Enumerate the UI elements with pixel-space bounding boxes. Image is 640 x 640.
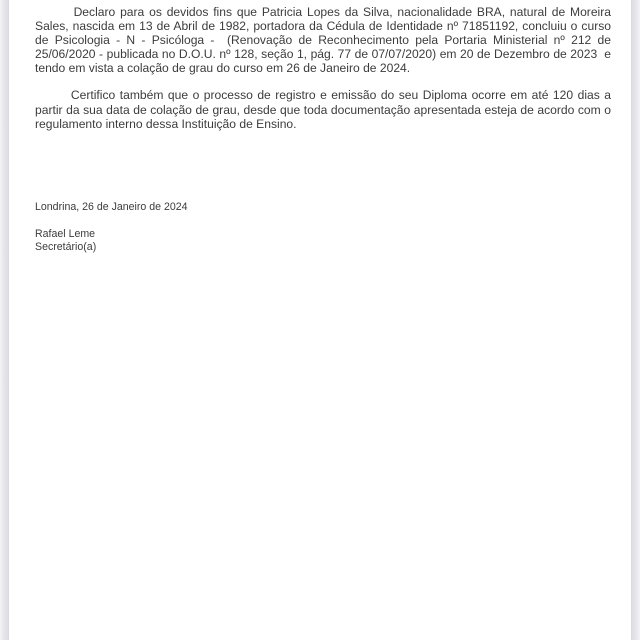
document-text-body	[35, 0, 615, 131]
page-gutter-left	[0, 0, 8, 640]
declaration-paragraph: Declaro para os devidos fins que Patricia Lopes da Silva, nacionalidade BRA, natural de Moreira Sales, nascida em 13 de Abril de 1982, portadora da Cédula de Identidade nº 71851192, concluiu o curso de Psicologia - N - Psicóloga - (Renovação de Reconhecimento pela Portaria Ministerial nº 212 de 25/06/2020 - publicada no D.O.U. nº 128, seção 1, pág. 77 de 07/07/2020) em 20 de Dezembro de 2023 e tendo em vista a colação de grau do curso em 26 de Janeiro de 2024.	[35, 5, 615, 76]
place-and-date: Londrina, 26 de Janeiro de 2024	[35, 201, 188, 213]
certification-paragraph: Certifico também que o processo de registro e emissão do seu Diploma ocorre em até 120 dias a partir da sua data de colação de grau, desde que toda documentação apresentada esteja de acordo com o regulamento interno dessa Instituição de Ensino.	[35, 88, 615, 131]
document-page	[8, 0, 632, 640]
signature-block	[35, 201, 188, 254]
signer-name: Rafael Leme	[35, 228, 96, 240]
signer-role: Secretário(a)	[35, 241, 97, 253]
signature-spacer	[35, 214, 188, 228]
page-gutter-right	[632, 0, 640, 640]
